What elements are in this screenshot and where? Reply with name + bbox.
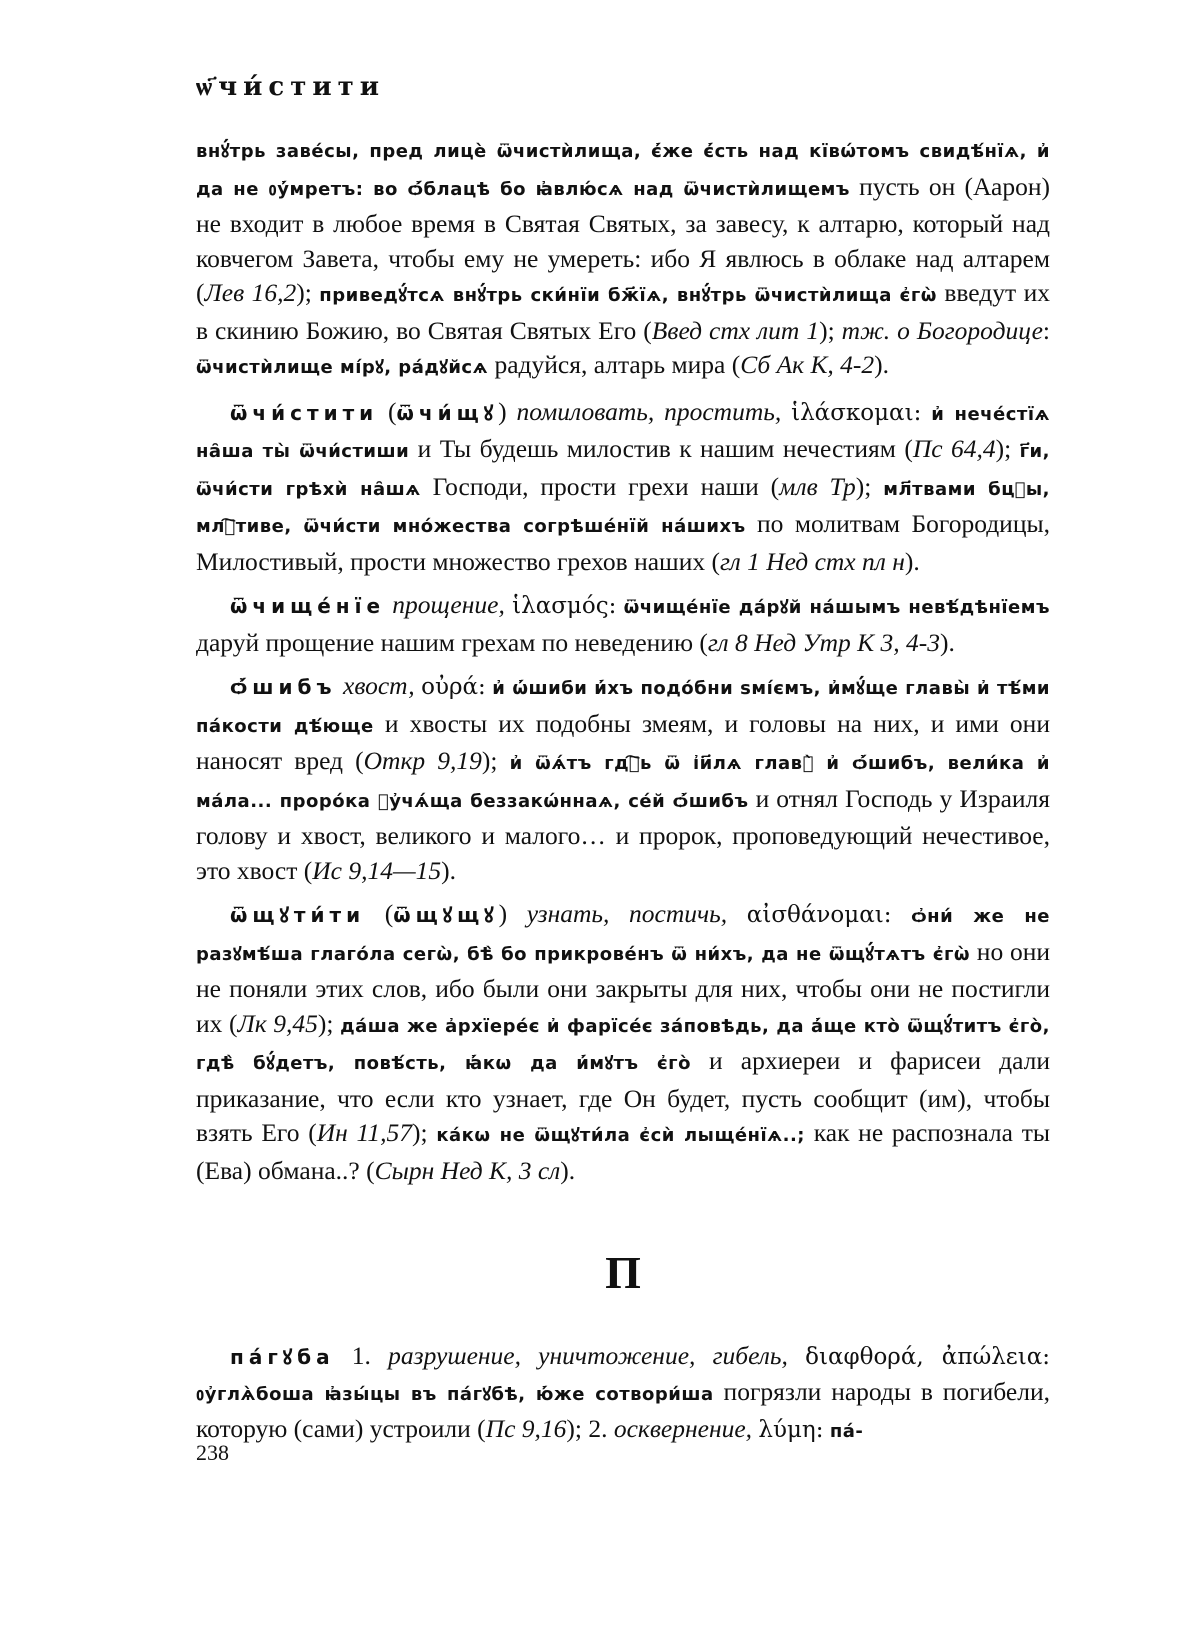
greek-word: ἱλάσκομαι:	[791, 399, 922, 426]
church-slavonic-text: да́ша же а҆рхїере́є и҆ фарїсе́є за́повѣдь, да а҆́ще кто̀ ѿщꙋ́титъ є҆го̀, гдѣ̀ бꙋ́детъ, повѣ́сть, ꙗ҆́кѡ да и҆́мꙋтъ є҆го̀	[196, 1015, 1050, 1074]
russian-text: пусть он (Аарон) не входит в любое время в Святая Святых, за завесу, к алтарю, который над ковчегом Завета, чтобы ему не умереть: ибо Я явлюсь в облаке над алтарем (	[196, 171, 1050, 307]
russian-text	[892, 899, 912, 928]
church-slavonic-text: и҆ нече́стїѧ на̑ша ты̀ ѿчи́стиши	[196, 403, 1050, 462]
italic-text: разрушение, уничтожение, гибель,	[388, 1341, 788, 1370]
headword: ѻ҆́шибъ	[230, 675, 337, 699]
headword: ѿчи́щꙋ	[396, 400, 499, 425]
dictionary-entry	[196, 588, 1050, 660]
russian-text: как не распознала ты (Ева) обмана..? (	[196, 1118, 1050, 1185]
russian-text: );	[995, 434, 1020, 463]
italic-text: Пс 64,4	[912, 434, 996, 463]
italic-text: Откр 9,19	[363, 746, 482, 775]
russian-text: ).	[441, 855, 457, 885]
church-slavonic-text: мл҃твами бцⷣы, млⷭ҇тиве, ѿчи́сти мно́жества согрѣше́нїй на́шихъ	[196, 478, 1051, 537]
italic-text: Лев 16,2	[204, 278, 297, 307]
russian-text: 1.	[334, 1341, 389, 1370]
russian-text: );	[317, 1008, 341, 1038]
russian-text: ).	[874, 350, 890, 379]
running-head: ѡ҃чи́стити	[196, 72, 386, 102]
russian-text: )	[498, 396, 517, 426]
russian-text: но они не поняли этих слов, ибо были они закрыты для них, чтобы они не постигли их (	[196, 936, 1050, 1038]
page-number: 238	[196, 1440, 229, 1465]
russian-text	[781, 397, 791, 426]
russian-text: и Ты будешь милостив к нашим нечестиям (	[409, 434, 913, 463]
russian-text: );	[855, 471, 884, 501]
headword: ѿчище́нїе	[230, 594, 386, 618]
greek-word: οὐρά:	[421, 674, 486, 700]
headword: па́гꙋба	[230, 1345, 335, 1369]
russian-text: Господи, прости грехи наши (	[420, 471, 780, 501]
headword: ѿщꙋщꙋ	[393, 903, 499, 927]
dictionary-entry	[196, 669, 1050, 888]
greek-word: λύμη:	[758, 1417, 824, 1443]
italic-text: Ин 11,57	[316, 1118, 412, 1147]
russian-text: );	[481, 746, 510, 775]
church-slavonic-text: па́-	[829, 1421, 864, 1442]
greek-word: αἰσθάνομαι:	[746, 902, 892, 928]
russian-text: и архиереи и фарисеи дали приказание, что если кто узнает, где Он будет, пусть сообщит (им), чтобы взять Его (	[196, 1046, 1050, 1147]
section-letter: П	[605, 1247, 641, 1298]
church-slavonic-text: г҃и, ѿчи́сти грѣхѝ на̑шѧ	[196, 441, 1051, 500]
russian-text: по молитвам Богородицы, Милостивый, прости множество грехов наших (	[196, 509, 1050, 576]
entries-container	[196, 132, 1050, 1188]
russian-text: и хвосты их подобны змеям, и головы на них, и ими они наносят вред (	[196, 708, 1050, 775]
church-slavonic-text: ка́кѡ не ѿщꙋти́ла є҆сѝ лыще́нїѧ..;	[436, 1125, 806, 1146]
italic-text: Ис 9,14—15	[312, 855, 442, 885]
italic-text: млв Тр	[779, 471, 856, 501]
church-slavonic-text: ѻ҆ни́ же не разꙋмѣ́ша глаго́ла сегѡ̀, бѣ̀ бо прикрове́нъ ѿ ни́хъ, да не ѿщꙋ́тѧтъ є҆гѡ̀	[196, 906, 1050, 965]
russian-text: );	[412, 1118, 437, 1147]
greek-word: ἱλασμός:	[512, 593, 617, 619]
russian-text: ).	[904, 546, 920, 576]
church-slavonic-text: и҆ ѿѧ́тъ гдⷭ҇ь ѿ і҆и҃лѧ главꙋ̀ и҆ ѻ҆́шибъ, вели́ка и҆ ма́ла... проро́ка ᲂу҆чѧ́ща беззакѡ́ннаѧ, се́й ѻ҆́шибъ	[196, 753, 1051, 812]
italic-text: Введ стх лит 1	[651, 315, 820, 345]
russian-text: погрязли народы в погибели, которую (сами) устроили (	[196, 1376, 1050, 1443]
italic-text: осквернение,	[613, 1414, 753, 1443]
greek-word: διαφθορά, ἀπώλεια:	[805, 1344, 1051, 1370]
church-slavonic-text: приведꙋ́тсѧ внꙋ́трь ски́нїи бж҃їѧ, внꙋ́трь ѿчистѝлища є҆гѡ̀	[319, 285, 937, 306]
church-slavonic-text: ѿчистѝлище мі́рꙋ, ра́дꙋйсѧ	[196, 357, 489, 378]
italic-text: хвост,	[343, 671, 415, 700]
italic-text: прощение,	[392, 590, 505, 619]
p-entry-container	[196, 1339, 1050, 1450]
russian-text	[505, 590, 512, 619]
church-slavonic-text: ѿчище́нїе да́рꙋй на́шымъ невѣ́дѣнїемъ	[623, 597, 1051, 618]
italic-text: гл 1 Нед стх пл н	[719, 546, 905, 576]
dictionary-entry	[196, 1339, 1050, 1450]
dictionary-entry	[196, 897, 1050, 1188]
dictionary-entry	[196, 132, 1050, 386]
russian-text: и отнял Господь у Израиля голову и хвост, великого и малого… и пророк, проповедующий нечестивое, это хвост (	[196, 783, 1050, 885]
russian-text	[727, 899, 747, 928]
italic-text: Пс 9,16	[485, 1414, 567, 1443]
russian-text: введут их в скинию Божию, во Святая Святых Его (	[196, 278, 1050, 345]
headword: ѿчи́стити	[230, 400, 379, 425]
russian-text: (	[365, 899, 394, 928]
russian-text: );	[296, 278, 320, 307]
church-slavonic-text: и҆ ѡ҆́шиби и҆́хъ подо́бни ѕмі́ємъ, и҆мꙋ́ще главы̀ и҆ тѣ́ми па́кости дѣ́юще	[196, 678, 1051, 737]
italic-text: Сырн Нед К, 3 сл	[374, 1155, 561, 1185]
russian-text: (	[378, 396, 397, 426]
russian-text: даруй прощение нашим грехам по неведению (	[196, 627, 708, 657]
church-slavonic-text: внꙋ́трь заве́сы, пред лицѐ ѿчистѝлища, є҆́же є҆́сть над кївѡ́томъ свидѣ́нїѧ, и҆ да не ᲂу҆́мретъ: во ѻ҆́блацѣ бо ꙗ҆влю́сѧ над ѿчистѝлищемъ	[196, 141, 1050, 200]
italic-text: помиловать, простить,	[516, 396, 782, 426]
russian-text: ).	[560, 1155, 576, 1185]
russian-text: )	[498, 899, 527, 928]
russian-text: ); 2.	[566, 1414, 614, 1443]
russian-text: );	[819, 315, 842, 345]
russian-text: ).	[939, 627, 955, 657]
russian-text	[921, 397, 931, 426]
italic-text: узнать, постичь,	[526, 899, 728, 928]
italic-text: Лк 9,45	[237, 1008, 318, 1038]
italic-text: тж. о Богородице	[841, 315, 1043, 345]
church-slavonic-text: ᲂу҆глѧ̀боша ꙗ҆зы́цы въ па́гꙋбѣ, ю҆́же сотвори́ша	[196, 1383, 714, 1405]
italic-text: гл 8 Нед Утр К 3, 4-3	[707, 627, 940, 657]
headword: ѿщꙋти́ти	[230, 903, 366, 927]
dictionary-entry	[196, 395, 1050, 580]
russian-text	[616, 590, 623, 619]
italic-text: Сб Ак К, 4-2	[740, 350, 875, 379]
russian-text: радуйся, алтарь мира (	[488, 350, 741, 379]
russian-text: :	[1042, 315, 1051, 345]
russian-text	[788, 1341, 805, 1370]
